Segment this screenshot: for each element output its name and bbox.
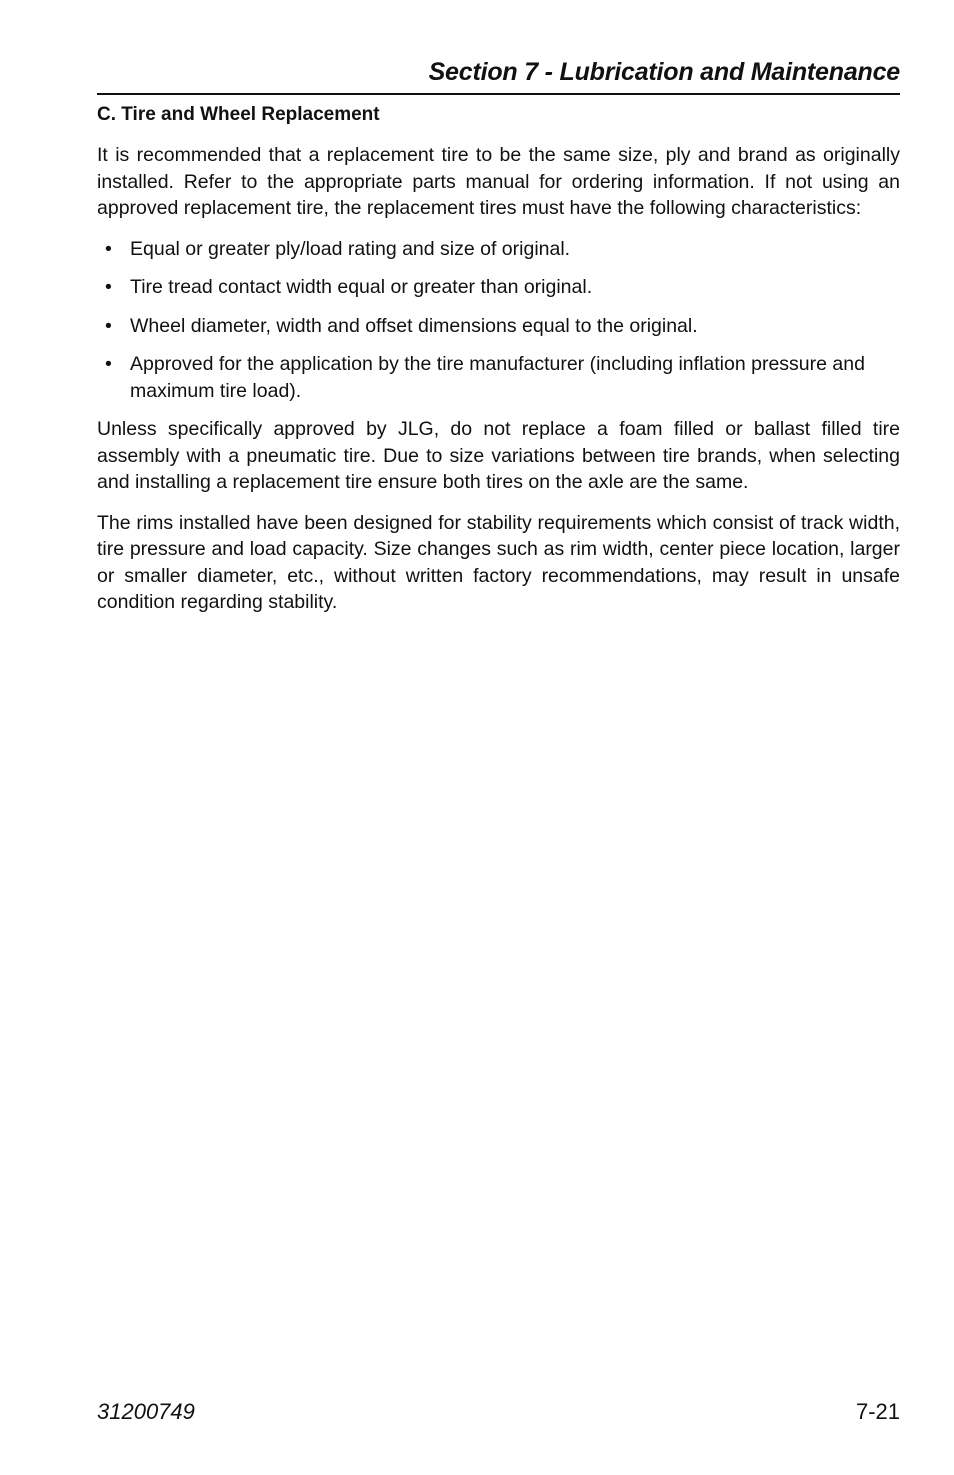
list-item-text: Wheel diameter, width and offset dimensions equal to the original. — [130, 314, 698, 337]
bullet-icon: • — [105, 237, 112, 260]
manual-page — [97, 0, 900, 1475]
list-item — [97, 274, 900, 301]
requirements-list — [97, 236, 900, 405]
bullet-icon: • — [105, 276, 112, 298]
document-number: 31200749 — [97, 1399, 195, 1424]
body-text — [97, 142, 900, 630]
page-number: 7-21 — [855, 1399, 900, 1424]
subsection-heading: C. Tire and Wheel Replacement — [97, 104, 380, 125]
section-title: Section 7 - Lubrication and Maintenance — [428, 58, 900, 86]
list-item — [97, 313, 900, 340]
intro-paragraph: It is recommended that a replacement tire to be the same size, ply and brand as originally installed. Refer to the appropriate parts manual for ordering information. If not using an approved replacement tire, the replacement tires must have the following characteristics: — [97, 144, 900, 219]
list-item — [97, 236, 900, 263]
bullet-icon: • — [105, 314, 112, 337]
bullet-icon: • — [105, 353, 112, 375]
list-item-text: Tire tread contact width equal or greater than original. — [130, 276, 593, 298]
header-divider — [97, 93, 900, 95]
list-item-text: Approved for the application by the tire manufacturer (including inflation pressure and maximum tire load). — [130, 353, 865, 402]
list-item-text: Equal or greater ply/load rating and size of original. — [130, 237, 571, 260]
rims-paragraph: The rims installed have been designed for stability requirements which consist of track width, tire pressure and load capacity. Size changes such as rim width, center piece location, larger or smaller diameter, etc., without written factory recommendations, may result in unsafe condition regarding stability. — [97, 511, 900, 613]
list-item — [97, 351, 900, 404]
foam-tire-paragraph: Unless specifically approved by JLG, do not replace a foam filled or ballast filled tire assembly with a pneumatic tire. Due to size variations between tire brands, when selecting and installing a replacement tire ensure both tires on the axle are the same. — [97, 418, 900, 493]
